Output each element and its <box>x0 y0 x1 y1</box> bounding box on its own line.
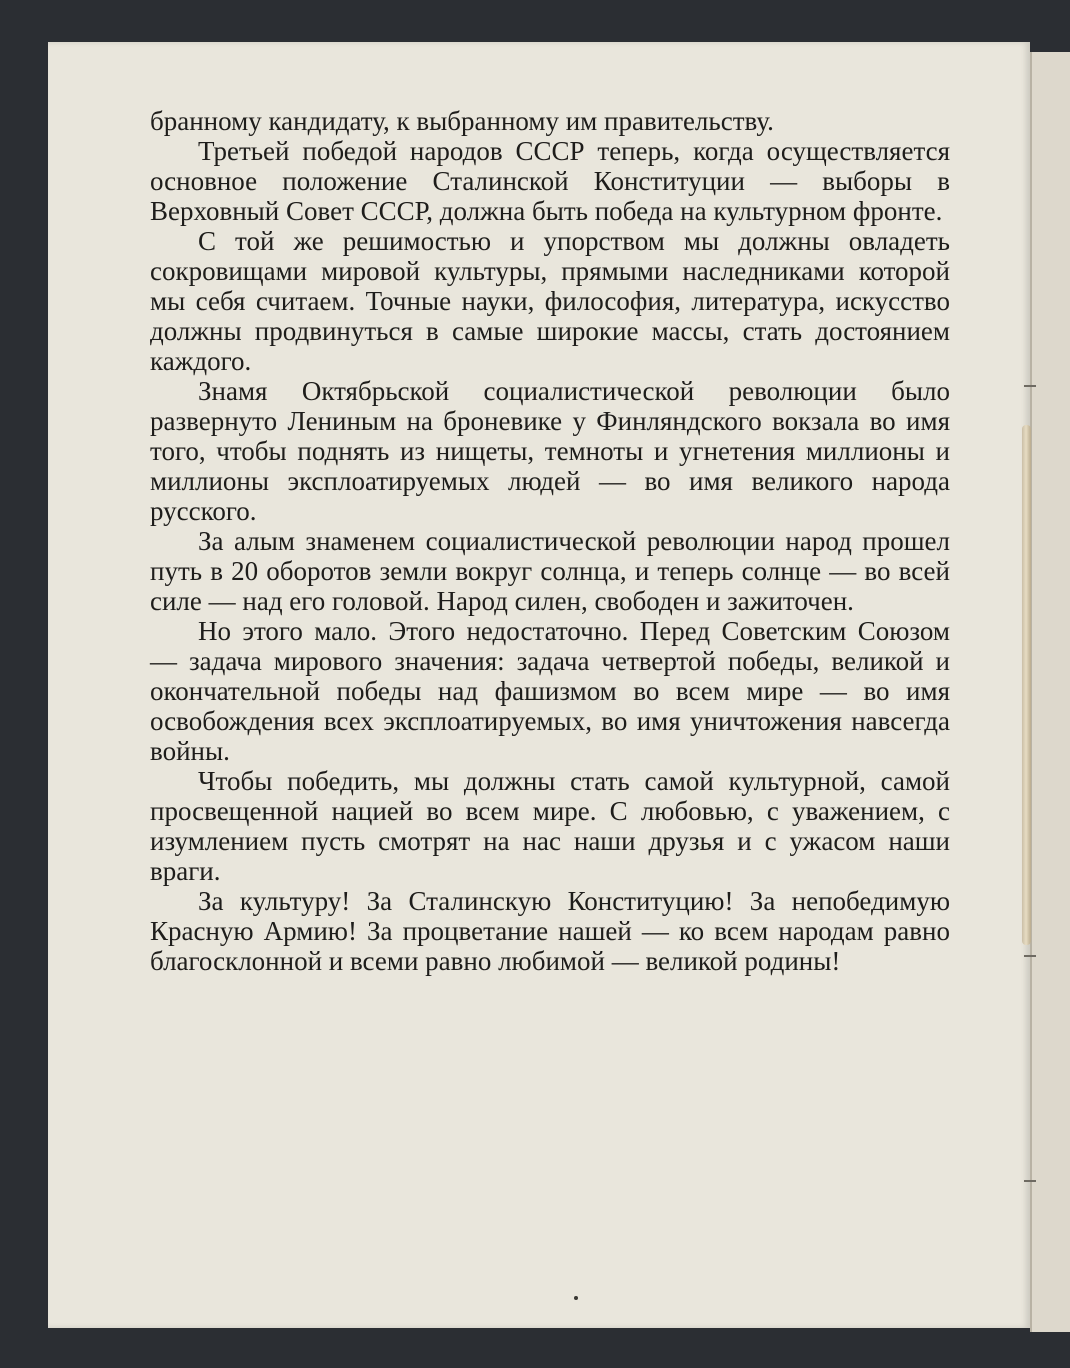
paragraph: За алым знаменем социалистической революции народ прошел путь в 20 оборотов земли вокруг солнца, и теперь солнце — во всей силе — над его головой. Народ силен, свободен и зажиточен. <box>150 526 950 616</box>
spine-edge <box>1022 425 1031 945</box>
paragraph: Третьей победой народов СССР теперь, когда осуществляется основное положение Сталинской Конституции — выборы в Верховный Совет СССР, должна быть победа на культурном фронте. <box>150 136 950 226</box>
paragraph: Знамя Октябрьской социалистической революции было развернуто Лениным на броневике у Финляндского вокзала во имя того, чтобы поднять из нищеты, темноты и угнетения миллионы и миллионы эксплоатируемых людей — во имя великого народа русского. <box>150 376 950 526</box>
staple-mark <box>1024 385 1036 387</box>
paragraph: Чтобы победить, мы должны стать самой культурной, самой просвещенной нацией во всем мире. С любовью, с уважением, с изумлением пусть смотрят на нас наши друзья и с ужасом наши враги. <box>150 766 950 886</box>
staple-mark <box>1024 955 1036 957</box>
staple-mark <box>1024 1180 1036 1182</box>
facing-page-edge <box>1030 52 1070 1332</box>
paragraph: С той же решимостью и упорством мы должны овладеть сокровищами мировой культуры, прямыми наследниками которой мы себя считаем. Точные науки, философия, литература, искусство должны продвинуться в самые широкие массы, стать достоянием каждого. <box>150 226 950 376</box>
page-body-text <box>150 106 950 976</box>
paragraph: Но этого мало. Этого недостаточно. Перед Советским Союзом — задача мирового значения: задача четвертой победы, великой и окончательной победы над фашизмом во всем мире — во имя освобождения всех эксплоатируемых, во имя уничтожения навсегда войны. <box>150 616 950 766</box>
paragraph: За культуру! За Сталинскую Конституцию! За непобедимую Красную Армию! За процветание нашей — ко всем народам равно благосклонной и всеми равно любимой — великой родины! <box>150 886 950 976</box>
print-speck <box>574 1296 578 1300</box>
paragraph-continuation: бранному кандидату, к выбранному им правительству. <box>150 106 774 136</box>
